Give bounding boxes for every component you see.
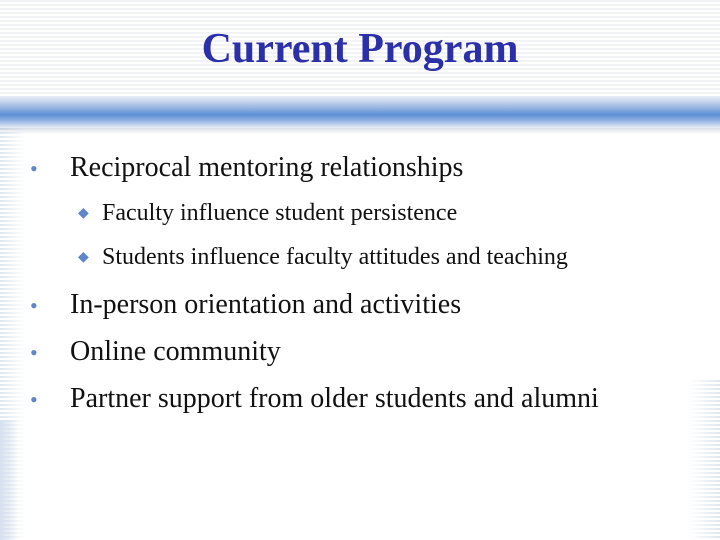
title-band [0,96,720,128]
bullet-text: Reciprocal mentoring relationships [70,152,464,183]
title-band-shadow [0,128,720,134]
bullet-text: Online community [70,336,281,367]
bullet-item [28,381,708,418]
round-bullet-icon: • [30,293,38,318]
round-bullet-icon: • [30,387,38,412]
diamond-bullet-icon: ◆ [78,206,89,221]
bullet-item [28,334,708,371]
sub-bullet-text: Students influence faculty attitudes and teaching [102,244,568,270]
sub-bullet-text: Faculty influence student persistence [102,200,458,226]
bullet-text: In-person orientation and activities [70,289,462,320]
diamond-bullet-icon: ◆ [78,250,89,265]
bullet-list [28,150,708,418]
bullet-item [28,150,708,187]
slide-title: Current Program [201,26,519,72]
sub-bullet-item [28,197,708,233]
bullet-item [28,287,708,324]
sub-bullet-item [28,241,708,277]
bullet-text: Partner support from older students and alumni [70,383,599,414]
round-bullet-icon: • [30,340,38,365]
left-edge-glow [0,420,18,540]
round-bullet-icon: • [30,156,38,181]
